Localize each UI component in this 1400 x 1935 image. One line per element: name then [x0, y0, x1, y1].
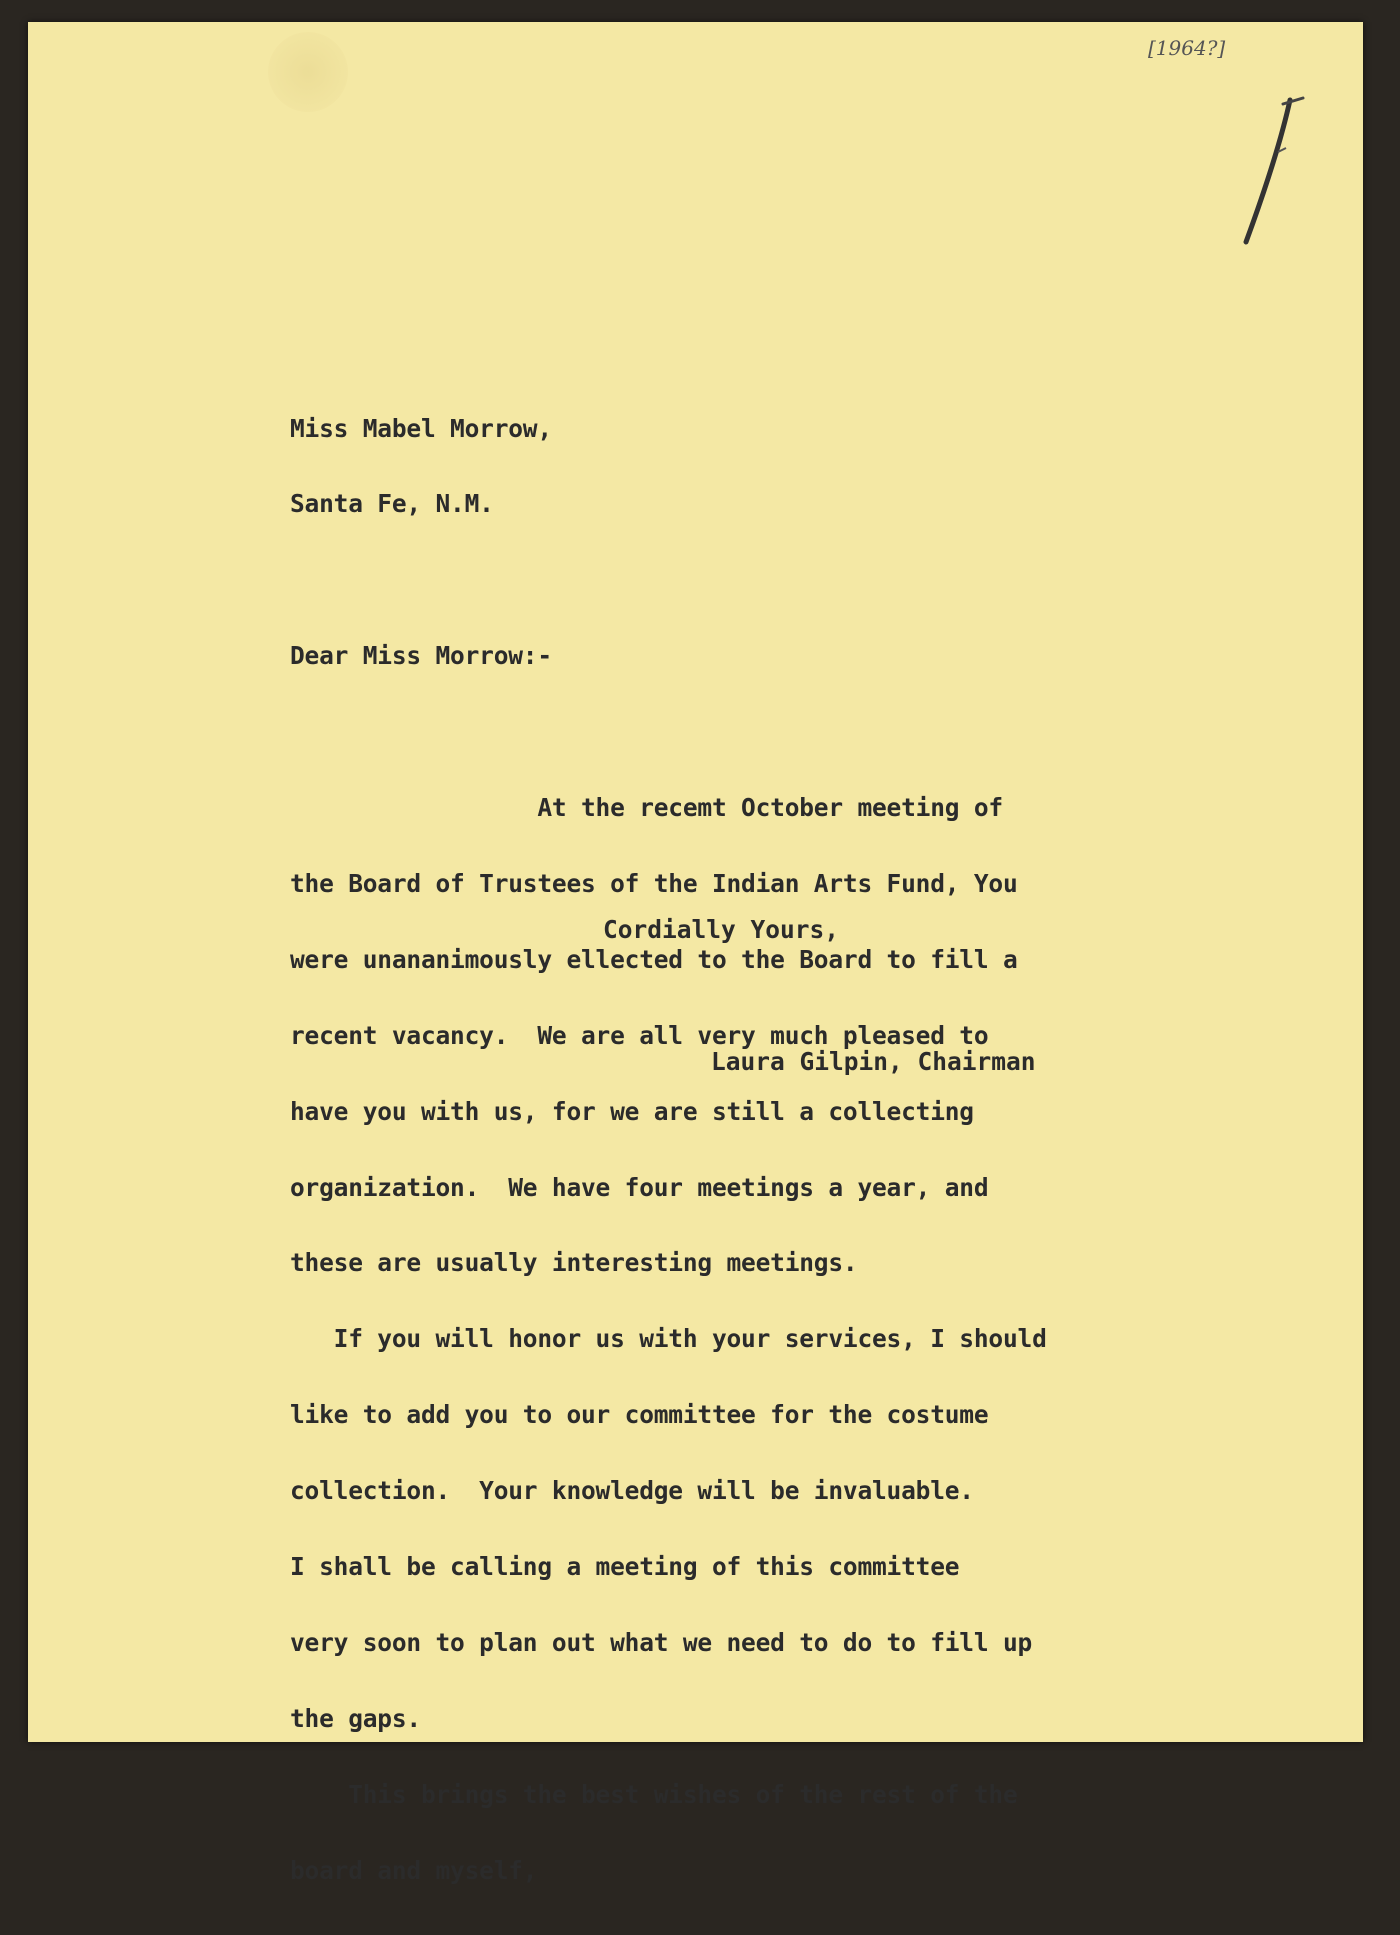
- signature-line: Laura Gilpin, Chairman: [711, 1047, 1036, 1076]
- body-line: have you with us, for we are still a collecting: [290, 1096, 974, 1126]
- body-line: these are usually interesting meetings.: [290, 1248, 858, 1278]
- archive-date-note: [1964?]: [1148, 36, 1226, 60]
- recipient-address: Santa Fe, N.M.: [290, 489, 494, 519]
- body-line: I shall be calling a meeting of this committee: [290, 1551, 960, 1581]
- body-line: collection. Your knowledge will be invaluable.: [290, 1476, 974, 1506]
- letter-page: [28, 22, 1363, 1885]
- letter-body: [290, 365, 1190, 1933]
- body-line: organization. We have four meetings a year, and: [290, 1172, 989, 1202]
- body-line: recent vacancy. We are all very much pleased to: [290, 1020, 989, 1050]
- body-line: the gaps.: [290, 1703, 421, 1733]
- pencil-mark-icon: [1228, 92, 1308, 252]
- body-line: This brings the best wishes of the rest of the: [290, 1779, 1018, 1809]
- paper-stain: [268, 32, 348, 112]
- closing: Cordially Yours,: [603, 915, 840, 944]
- body-line: At the recemt October meeting of: [290, 793, 1003, 823]
- recipient-name: Miss Mabel Morrow,: [290, 413, 552, 443]
- body-line: If you will honor us with your services, I should: [290, 1324, 1047, 1354]
- body-line: the Board of Trustees of the Indian Arts Fund, You: [290, 868, 1018, 898]
- body-line: like to add you to our committee for the costume: [290, 1400, 989, 1430]
- body-line: very soon to plan out what we need to do to fill up: [290, 1627, 1033, 1657]
- body-line: were unananimously ellected to the Board to fill a: [290, 944, 1018, 974]
- body-line: board and myself,: [290, 1855, 538, 1885]
- salutation: Dear Miss Morrow:-: [290, 641, 552, 671]
